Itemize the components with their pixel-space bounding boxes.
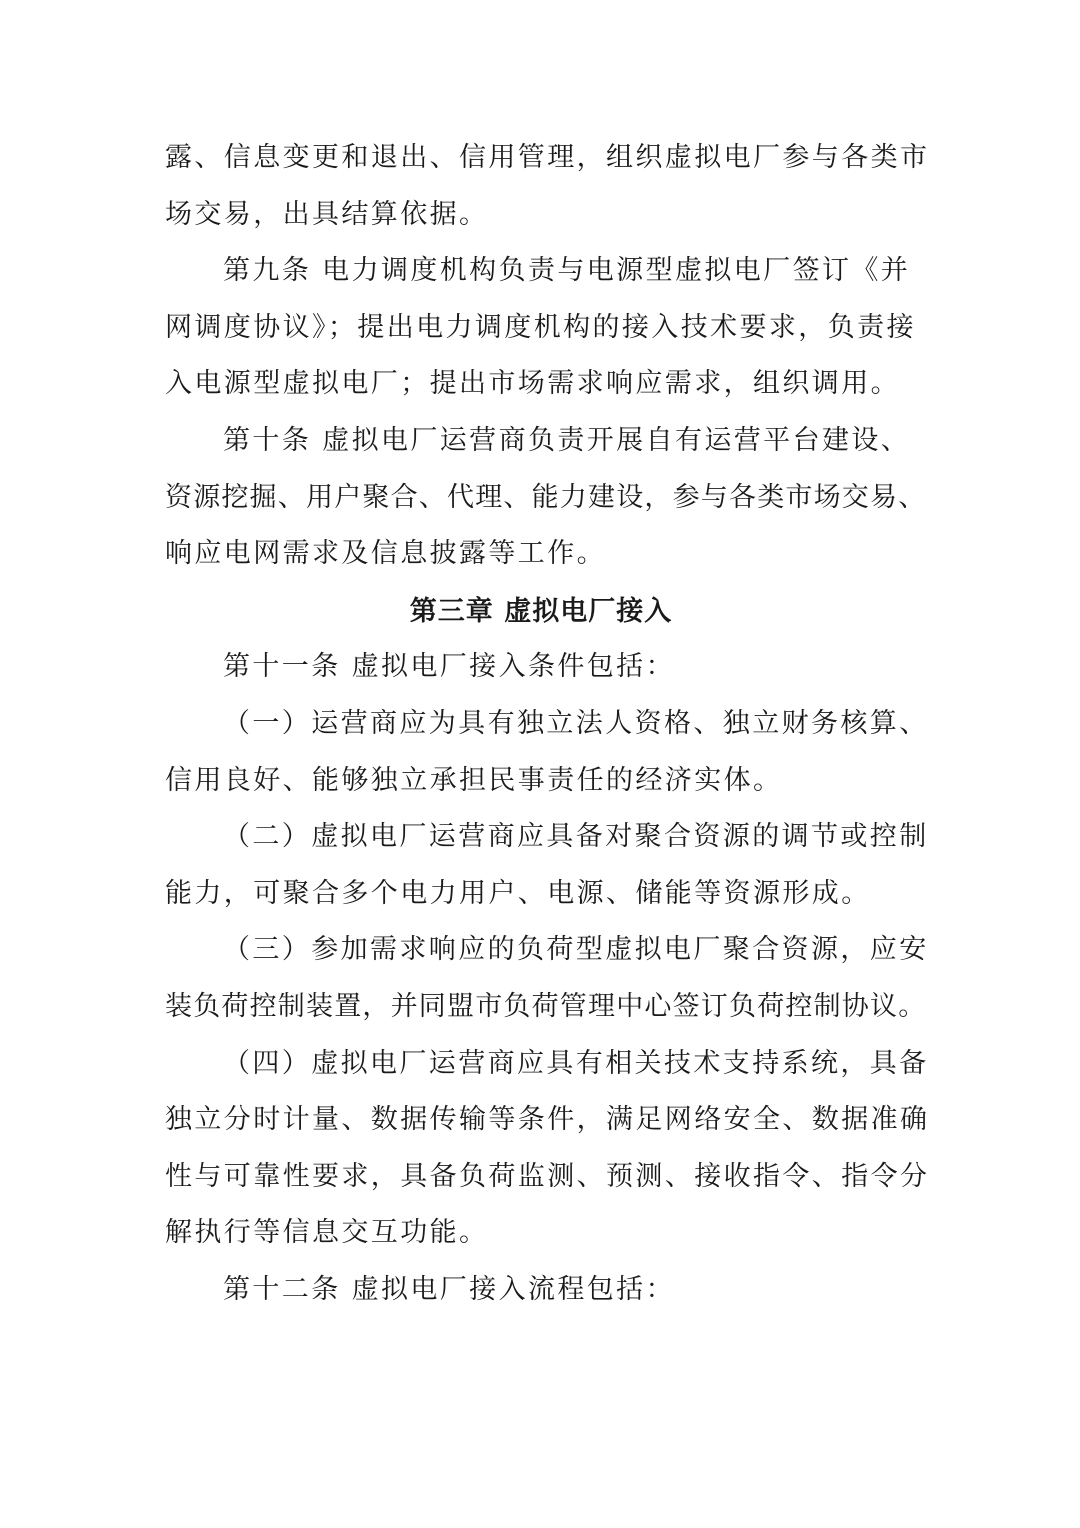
text-line: 独立分时计量、数据传输等条件，满足网络安全、数据准确 [165, 1104, 930, 1136]
text-line: 露、信息变更和退出、信用管理，组织虚拟电厂参与各类市 [165, 142, 930, 173]
article-10-paragraph: 第十条 虚拟电厂运营商负责开展自有运营平台建设、 [223, 424, 911, 456]
clause-1-paragraph: （一）运营商应为具有独立法人资格、独立财务核算、 [223, 707, 929, 739]
clause-2-paragraph: （二）虚拟电厂运营商应具备对聚合资源的调节或控制 [223, 821, 929, 853]
clause-4-paragraph: （四）虚拟电厂运营商应具有相关技术支持系统，具备 [223, 1047, 929, 1079]
text-line: 响应电网需求及信息披露等工作。 [165, 538, 606, 570]
text-line: 网调度协议》；提出电力调度机构的接入技术要求，负责接 [165, 311, 916, 343]
text-line: 性与可靠性要求，具备负荷监测、预测、接收指令、指令分 [165, 1160, 930, 1192]
text-line: 解执行等信息交互功能。 [165, 1217, 489, 1249]
text-line: 装负荷控制装置，并同盟市负荷管理中心签订负荷控制协议。 [165, 990, 927, 1022]
text-line: 资源挖掘、用户聚合、代理、能力建设，参与各类市场交易、 [165, 481, 927, 513]
chapter-heading: 第三章 虚拟电厂接入 [409, 595, 673, 627]
clause-3-paragraph: （三）参加需求响应的负荷型虚拟电厂聚合资源，应安 [223, 934, 929, 966]
article-9-paragraph: 第九条 电力调度机构负责与电源型虚拟电厂签订《并 [223, 255, 911, 287]
text-line: 场交易，出具结算依据。 [165, 198, 489, 230]
text-line: 能力，可聚合多个电力用户、电源、储能等资源形成。 [165, 877, 871, 909]
document-page [165, 130, 930, 1318]
text-line: 信用良好、能够独立承担民事责任的经济实体。 [165, 764, 783, 796]
article-11-paragraph: 第十一条 虚拟电厂接入条件包括： [223, 651, 675, 683]
article-12-paragraph: 第十二条 虚拟电厂接入流程包括： [223, 1273, 675, 1305]
text-line: 入电源型虚拟电厂；提出市场需求响应需求，组织调用。 [165, 368, 900, 400]
